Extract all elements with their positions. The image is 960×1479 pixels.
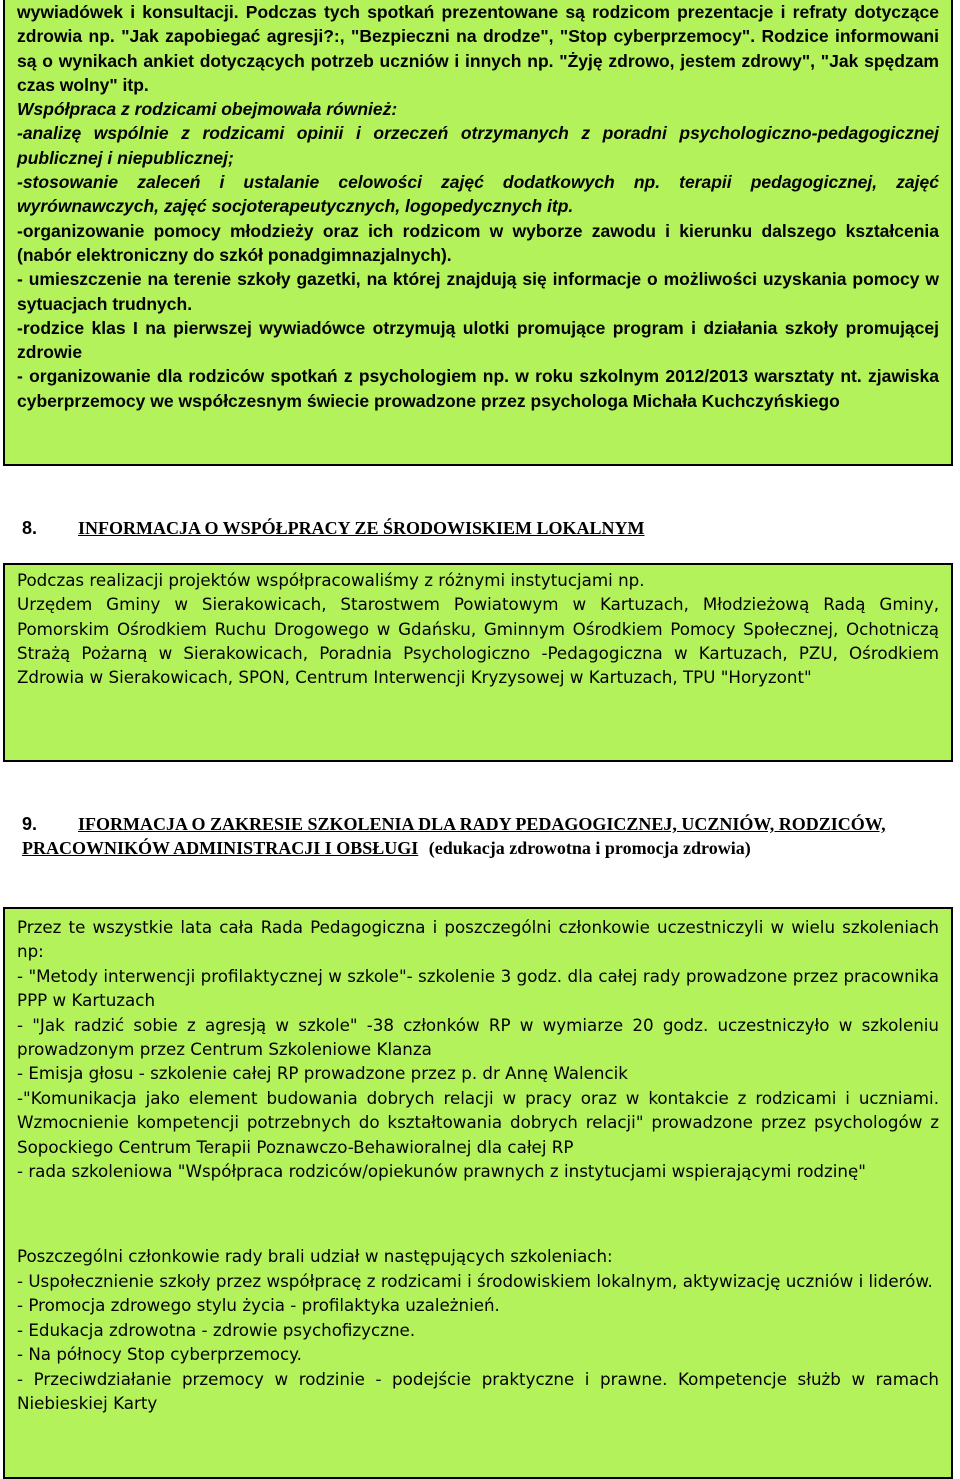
training-item: - Emisja głosu - szkolenie całej RP prowadzone przez p. dr Annę Walencik — [17, 1063, 628, 1084]
cooperation-item: -analizę wspólnie z rodzicami opinii i orzeczeń otrzymanych z poradni psychologiczno-pedagogicznej publicznej i niepublicznej; — [17, 123, 939, 168]
cooperation-item: - umieszczenie na terenie szkoły gazetki, na której znajdują się informacje o możliwości uzyskania pomocy w sytuacjach trudnych. — [17, 269, 939, 314]
paragraph: Urzędem Gminy w Sierakowicach, Starostwem Powiatowym w Kartuzach, Młodzieżową Radą Gminy, Pomorskim Ośrodkiem Ruchu Drogowego w Gdańsku, Gminnym Ośrodkiem Pomocy Społecznej, Ochotniczą Strażą Pożarną w Sierakowicach, Poradnia Psychologiczno -Pedagogiczna w Kartuzach, PZU, Ośrodkiem Zdrowia w Sierakowicach, SPON, Centrum Interwencji Kryzysowej w Kartuzach, TPU "Horyzont" — [17, 594, 939, 688]
section-number: 9. — [22, 814, 38, 834]
training-item: - Uspołecznienie szkoły przez współpracę z rodzicami i środowiskiem lokalnym, aktywizację uczniów i liderów. — [17, 1270, 933, 1291]
paragraph: Podczas realizacji projektów współpracowaliśmy z różnymi instytucjami np. — [17, 570, 645, 590]
cooperation-item: -organizowanie pomocy młodzieży oraz ich rodzicom w wyborze zawodu i kierunku dalszego kształcenia (nabór elektroniczny do szkół ponadgimnazjalnych). — [17, 220, 939, 265]
training-item: - rada szkoleniowa "Współpraca rodziców/opiekunów prawnych z instytucjami wspierającymi rodzinę" — [17, 1161, 866, 1182]
parents-cooperation-box — [3, 0, 953, 466]
training-box — [3, 907, 953, 1479]
section-8-heading — [22, 516, 952, 540]
cooperation-item: - organizowanie dla rodziców spotkań z psychologiem np. w roku szkolnym 2012/2013 warsztaty nt. zjawiska cyberprzemocy we współczesnym świecie prowadzone przez psychologa Michała Kuchczyńskiego — [17, 366, 939, 411]
training-item: -"Komunikacja jako element budowania dobrych relacji w pracy oraz w kontakcie z rodzicami i uczniami. Wzmocnienie kompetencji potrzebnych do kształtowania dobrych relacji" prowadzone przez psychologów z Sopockiego Centrum Terapii Poznawczo-Behawioralnej dla całej RP — [17, 1087, 939, 1157]
local-cooperation-box — [3, 563, 953, 762]
section-9-heading — [22, 812, 952, 860]
training-item: - Przeciwdziałanie przemocy w rodzinie - podejście praktyczne i prawne. Kompetencje służb w ramach Niebieskiej Karty — [17, 1368, 939, 1413]
section-title: IFORMACJA O ZAKRESIE SZKOLENIA DLA RADY PEDAGOGICZNEJ, UCZNIÓW, RODZICÓW, PRACOWNIKÓW ADMINISTRACJI I OBSŁUGI — [22, 814, 886, 858]
intro-paragraph: wywiadówek i konsultacji. Podczas tych spotkań prezentowane są rodzicom prezentacje i refraty dotyczące zdrowia np. "Jak zapobiegać agresji?:, "Bezpieczni na drodze", "Stop cyberprzemocy". Rodzice informowani są o wynikach ankiet dotyczących potrzeb uczniów i innych np. "Żyję zdrowo, jestem zdrowy", "Jak spędzam czas wolny" itp. — [17, 2, 939, 95]
paragraph: Poszczególni członkowie rady brali udział w następujących szkoleniach: — [17, 1246, 613, 1267]
cooperation-item: -rodzice klas I na pierwszej wywiadówce otrzymują ulotki promujące program i działania szkoły promującej zdrowie — [17, 317, 939, 363]
training-item: - Promocja zdrowego stylu życia - profilaktyka uzależnień. — [17, 1295, 500, 1316]
training-item: - "Jak radzić sobie z agresją w szkole" -38 członków RP w wymiarze 20 godz. uczestniczyło w szkoleniu prowadzonym przez Centrum Szkoleniowe Klanza — [17, 1014, 939, 1060]
cooperation-heading: Współpraca z rodzicami obejmowała również: — [17, 99, 398, 120]
section-title: INFORMACJA O WSPÓŁPRACY ZE ŚRODOWISKIEM LOKALNYM — [78, 518, 645, 538]
cooperation-item: -stosowanie zaleceń i ustalanie celowości zajęć dodatkowych np. terapii pedagogicznej, zajęć wyrównawczych, zajęć socjoterapeutycznych, logopedycznych itp. — [17, 172, 939, 217]
section-subtitle: (edukacja zdrowotna i promocja zdrowia) — [428, 838, 751, 858]
training-item: - Edukacja zdrowotna - zdrowie psychofizyczne. — [17, 1319, 416, 1340]
training-item: - "Metody interwencji profilaktycznej w szkole"- szkolenie 3 godz. dla całej rady prowadzone przez pracownika PPP w Kartuzach — [17, 965, 939, 1011]
spacer — [17, 1183, 939, 1244]
training-item: - Na północy Stop cyberprzemocy. — [17, 1344, 302, 1365]
paragraph: Przez te wszystkie lata cała Rada Pedagogiczna i poszczególni członkowie uczestniczyli w wielu szkoleniach np: — [17, 917, 939, 962]
section-number: 8. — [22, 518, 38, 538]
